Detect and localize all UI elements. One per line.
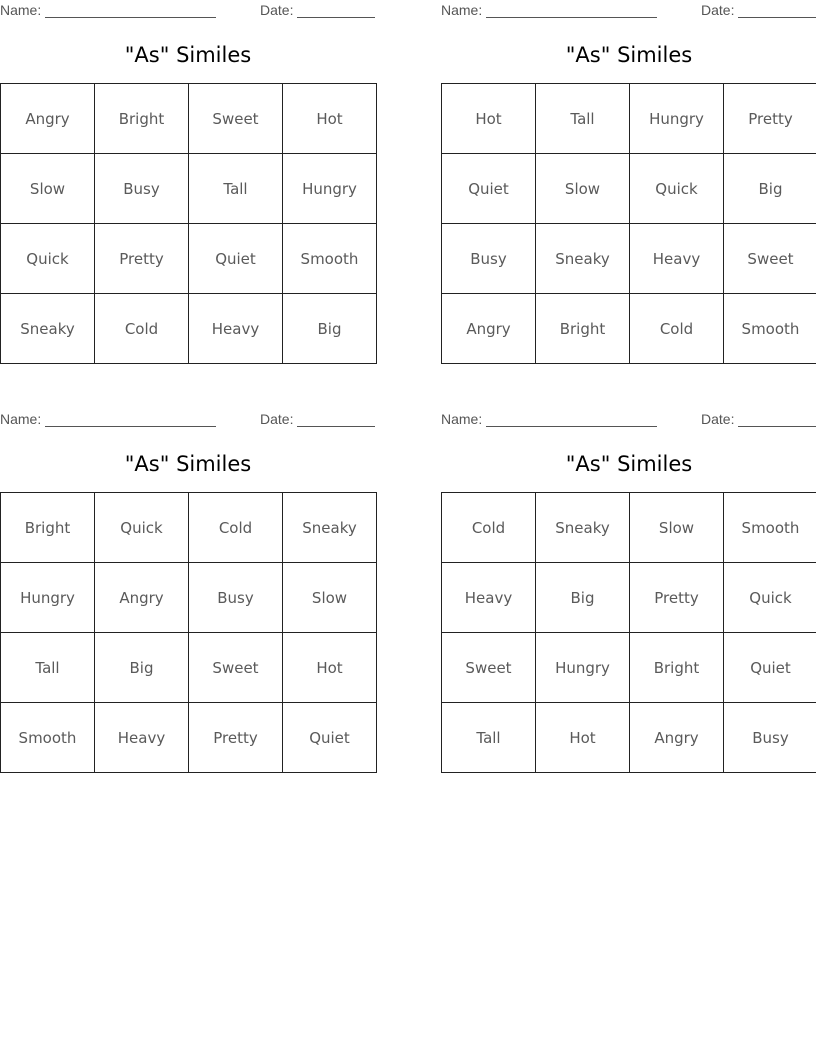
date-label: Date: — [260, 2, 294, 18]
bingo-grid — [0, 83, 377, 364]
grid-cell: Pretty — [724, 84, 816, 154]
card-header — [441, 0, 816, 22]
grid-cell: Tall — [1, 633, 95, 703]
grid-cell: Hot — [536, 703, 630, 773]
grid-cell: Quiet — [283, 703, 377, 773]
grid-cell: Busy — [189, 563, 283, 633]
grid-cell: Busy — [95, 154, 189, 224]
grid-row — [1, 493, 377, 563]
grid-cell: Cold — [442, 493, 536, 563]
grid-cell: Bright — [536, 294, 630, 364]
name-line[interactable] — [45, 4, 216, 18]
grid-row — [1, 563, 377, 633]
grid-cell: Bright — [630, 633, 724, 703]
bingo-card — [441, 409, 816, 747]
card-title: "As" Similes — [565, 452, 693, 476]
card-title: "As" Similes — [565, 43, 693, 67]
date-field[interactable] — [260, 411, 375, 427]
grid-cell: Sneaky — [536, 224, 630, 294]
grid-cell: Sweet — [189, 84, 283, 154]
grid-row — [442, 154, 816, 224]
date-line[interactable] — [297, 413, 375, 427]
grid-row — [442, 703, 816, 773]
grid-cell: Hungry — [1, 563, 95, 633]
grid-cell: Hot — [283, 633, 377, 703]
grid-cell: Busy — [442, 224, 536, 294]
grid-row — [442, 493, 816, 563]
date-field[interactable] — [701, 2, 816, 18]
grid-cell: Hot — [283, 84, 377, 154]
grid-cell: Sweet — [724, 224, 816, 294]
grid-cell: Heavy — [630, 224, 724, 294]
name-field[interactable] — [441, 2, 657, 18]
bingo-card — [0, 409, 376, 747]
card-title: "As" Similes — [124, 43, 252, 67]
grid-cell: Bright — [95, 84, 189, 154]
grid-cell: Quiet — [442, 154, 536, 224]
bingo-grid — [441, 83, 816, 364]
grid-cell: Bright — [1, 493, 95, 563]
grid-cell: Slow — [536, 154, 630, 224]
grid-cell: Pretty — [630, 563, 724, 633]
grid-cell: Cold — [189, 493, 283, 563]
grid-row — [442, 563, 816, 633]
date-label: Date: — [260, 411, 294, 427]
grid-cell: Heavy — [95, 703, 189, 773]
bingo-card — [441, 0, 816, 338]
grid-cell: Slow — [630, 493, 724, 563]
bingo-grid — [0, 492, 377, 773]
date-field[interactable] — [701, 411, 816, 427]
grid-cell: Smooth — [1, 703, 95, 773]
grid-cell: Hungry — [630, 84, 724, 154]
grid-cell: Angry — [95, 563, 189, 633]
name-field[interactable] — [0, 411, 216, 427]
grid-row — [442, 84, 816, 154]
grid-cell: Sweet — [442, 633, 536, 703]
name-line[interactable] — [45, 413, 216, 427]
grid-cell: Quick — [1, 224, 95, 294]
grid-cell: Sweet — [189, 633, 283, 703]
grid-cell: Quick — [630, 154, 724, 224]
grid-row — [1, 703, 377, 773]
name-line[interactable] — [486, 4, 657, 18]
bingo-card — [0, 0, 376, 338]
grid-cell: Pretty — [189, 703, 283, 773]
grid-cell: Smooth — [283, 224, 377, 294]
grid-cell: Smooth — [724, 294, 816, 364]
grid-row — [1, 154, 377, 224]
name-field[interactable] — [0, 2, 216, 18]
grid-cell: Pretty — [95, 224, 189, 294]
grid-cell: Cold — [95, 294, 189, 364]
grid-cell: Big — [95, 633, 189, 703]
card-header — [0, 409, 376, 431]
date-line[interactable] — [738, 413, 816, 427]
grid-cell: Heavy — [189, 294, 283, 364]
name-label: Name: — [0, 2, 42, 18]
grid-cell: Tall — [536, 84, 630, 154]
grid-cell: Quick — [724, 563, 816, 633]
date-label: Date: — [701, 2, 735, 18]
name-line[interactable] — [486, 413, 657, 427]
grid-cell: Hot — [442, 84, 536, 154]
name-label: Name: — [441, 2, 483, 18]
grid-cell: Busy — [724, 703, 816, 773]
grid-cell: Big — [724, 154, 816, 224]
grid-cell: Cold — [630, 294, 724, 364]
name-label: Name: — [441, 411, 483, 427]
grid-cell: Big — [283, 294, 377, 364]
grid-cell: Tall — [189, 154, 283, 224]
grid-cell: Big — [536, 563, 630, 633]
grid-cell: Slow — [283, 563, 377, 633]
grid-row — [1, 224, 377, 294]
grid-row — [1, 633, 377, 703]
bingo-grid — [441, 492, 816, 773]
grid-cell: Quiet — [724, 633, 816, 703]
grid-row — [1, 84, 377, 154]
grid-cell: Angry — [442, 294, 536, 364]
date-field[interactable] — [260, 2, 375, 18]
grid-cell: Sneaky — [1, 294, 95, 364]
grid-row — [442, 633, 816, 703]
grid-cell: Angry — [630, 703, 724, 773]
name-field[interactable] — [441, 411, 657, 427]
grid-cell: Quiet — [189, 224, 283, 294]
grid-cell: Hungry — [536, 633, 630, 703]
grid-cell: Tall — [442, 703, 536, 773]
card-title: "As" Similes — [124, 452, 252, 476]
grid-cell: Quick — [95, 493, 189, 563]
card-header — [441, 409, 816, 431]
grid-cell: Smooth — [724, 493, 816, 563]
grid-row — [442, 294, 816, 364]
grid-row — [1, 294, 377, 364]
grid-cell: Sneaky — [536, 493, 630, 563]
date-label: Date: — [701, 411, 735, 427]
name-label: Name: — [0, 411, 42, 427]
card-header — [0, 0, 376, 22]
grid-cell: Heavy — [442, 563, 536, 633]
grid-row — [442, 224, 816, 294]
grid-cell: Hungry — [283, 154, 377, 224]
grid-cell: Slow — [1, 154, 95, 224]
grid-cell: Sneaky — [283, 493, 377, 563]
date-line[interactable] — [297, 4, 375, 18]
grid-cell: Angry — [1, 84, 95, 154]
date-line[interactable] — [738, 4, 816, 18]
